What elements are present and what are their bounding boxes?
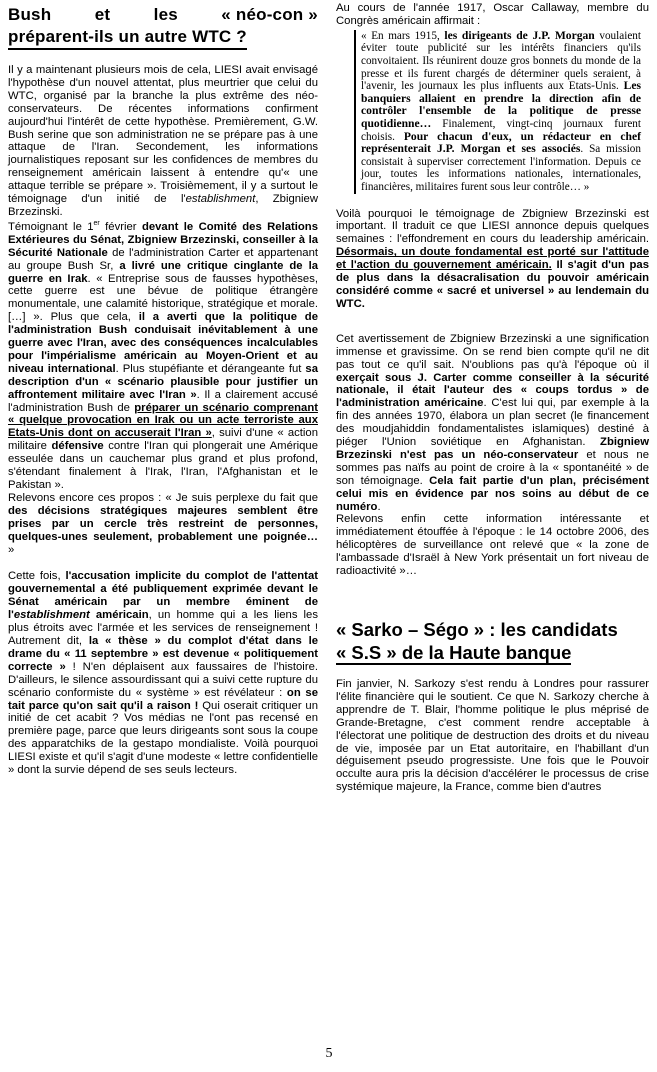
heading-line-2 (336, 641, 649, 664)
text: . Il a clairement accusé l'administration Bush de (8, 388, 318, 414)
superscript: er (93, 220, 100, 228)
title-word: Bush (8, 5, 52, 24)
text: ! N'en déplaisent aux faussaires de l'histoire. D'ailleurs, le silence assourdissant qui a suivi cette rupture du scénario conformiste du « système » est révélateur : (8, 660, 318, 699)
article-title (8, 4, 318, 50)
text: Il y a maintenant plusieurs mois de cela, LIESI avait envisagé l'hypothèse d'un nouvel attentat, plus meurtrier que celui du WTC, organisé par la branche la plus extrême des néo-conservateurs. De récentes informations confirment aujourd'hui l'intérêt de cette hypothèse. Premièrement, G.W. Bush serine que son administration ne se prépare pas à une attaque de l'Iran. Secondement, les informations journalistiques reposant sur les confidences de membres du renseignement américain laissent à entendre qu'« une attaque terrible se prépare ». Troisièmement, il y a surtout le témoignage d'un initié de l' (8, 64, 318, 206)
left-column (8, 0, 318, 777)
paragraph (336, 2, 649, 28)
text: février (99, 220, 142, 233)
text-bold: Les banquiers allaient en prendre la direction afin de contrôler l'ensemble de la politique de presse quotidienne… (361, 79, 641, 130)
text-bold-underlined: Désormais, un doute fondamental est porté sur l'attitude et l'action du gouvernement américain. (336, 246, 649, 272)
text: Fin janvier, N. Sarkozy s'est rendu à Londres pour rassurer l'élite financière qui le soutient. Ce que N. Sarkozy cherche à apprendre de T. Blair, l'homme politique le plus méprisé de Grande-Bretagne, c'est comment rendre acceptable à l'électorat une politique de destruction des droits et du niveau de vie, imposée par un Etat autoritaire, en l'habillant d'un déguisement pseudo progressiste. Une fois que le Pouvoir occulte aura pris la décision d'accélérer le processus de crise systémique majeure, la France, comme bien d'autres (336, 678, 649, 794)
text: . Plus stupéfiante et dérangeante fut (115, 362, 306, 375)
text-bold: sa description d'un « scénario plausible pour justifier un affrontement militaire avec l'Iran » (8, 362, 318, 401)
text-bold: on se tait parce qu'on sait qu'il a raison ! (8, 686, 318, 712)
text: Qui oserait critiquer un initié de cet acabit ? Vos médias ne l'ont pas recensé en première page, parce que leurs dirigeants sont sous la coupe des apparatchiks de la gestapo mondialiste. Voilà pourquoi LIESI existe et qu'il s'agit d'une modeste « lettre confidentielle » dont la survie dépend de ses seuls lecteurs. (8, 699, 318, 777)
title-word: « néo-con » (221, 5, 318, 24)
text: Au cours de l'année 1917, Oscar Callaway, membre du Congrès américain affirmait : (336, 2, 649, 27)
text: et nous ne sommes pas naïfs au point de croire à la « spontanéité » de son témoignage. (336, 448, 649, 487)
text: Cet avertissement de Zbigniew Brzezinski a une signification immense et gravissime. On se rend bien compte qu'il ne dit pas tout ce qu'il sait. N'oublions pas qu'à l'époque où il (336, 332, 649, 371)
paragraph (8, 570, 318, 777)
title-word: et (94, 5, 111, 24)
text-bold: la « thèse » du complot d'état dans le drame du « 11 septembre » est devenue « politiquement correcte » (8, 634, 318, 673)
text-bold-underlined: préparer un scénario comprenant « quelque provocation en Irak ou un acte terroriste aux Etats-Unis dont on accuserait l'Iran » (8, 401, 318, 440)
text: voulaient éviter toute publicité sur les intérêts financiers qu'ils convoitaient. Ils réunirent douze gros bonnets du monde de la presse et ils furent chargés de déterminer quels seraient, à l'avenir, les journaux les plus influents aux Etats-Unis. (361, 29, 641, 93)
text-bold-italic: establishment (13, 609, 90, 622)
text: contre l'Iran qui plongerait une Amérique esseulée dans un cauchemar plus grand et plus profond, s'étendant finalement à l'Irak, l'Iran, l'Afghanistan et le Pakistan ». (8, 440, 318, 491)
text-bold: Zbigniew Brzezinski n'est pas un néo-conservateur (336, 436, 649, 461)
paragraph (336, 333, 649, 514)
title-word: les (153, 5, 178, 24)
text-italic: establishment (185, 193, 256, 206)
heading-underlined: « S.S » de la Haute banque (336, 642, 572, 663)
paragraph (8, 221, 318, 492)
paragraph (336, 678, 649, 794)
text-bold: les dirigeants de J.P. Morgan (444, 28, 595, 42)
text: . « Entreprise sous de fausses hypothèses, cette guerre est une bévue de politique étrangère monumentale, une calamité historique, stratégique et morale. […] ». Plus que cela, (8, 272, 318, 324)
title-line-2 (8, 26, 318, 50)
text-bold: Pour chacun d'eux, un rédacteur en chef représenterait J.P. Morgan et ses associés (361, 129, 642, 156)
text: , Zbigniew Brzezinski. (8, 193, 318, 218)
text: » (8, 543, 15, 556)
text-bold: l'accusation implicite du complot de l'attentat gouvernemental a été publiquement exprimée devant le Sénat américain par un membre éminent de l' (8, 570, 318, 622)
paragraph (8, 492, 318, 557)
text-bold: il a averti que la politique de l'administration Bush conduisait inévitablement à une guerre avec l'Iran, avec des conséquences incalculables pour l'impérialisme américain au Moyen-Orient et au niveau international (8, 311, 318, 375)
text-bold: devant le Comité des Relations Extérieures du Sénat, Zbigniew Brzezinski, conseiller à la Sécurité Nationale (8, 220, 318, 259)
text: Témoignant le 1 (8, 220, 94, 233)
right-column (336, 0, 649, 794)
text: Finalement, vingt-cinq journaux furent choisis. (361, 117, 641, 143)
quotation-block (354, 30, 641, 194)
text: « En mars 1915, (361, 29, 445, 42)
text: , suivi d'une « action militaire (8, 427, 318, 453)
text-bold: Il s'agit d'un pas de plus dans la désacralisation du pouvoir américain considéré comme « sacré et universel » au lendemain du WTC. (336, 259, 649, 310)
text: de l'administration Carter et appartenant au groupe Bush Sr, (8, 246, 318, 272)
text-bold: a livré une critique cinglante de la guerre en Irak (8, 259, 318, 285)
heading-line-1: « Sarko – Ségo » : les candidats (336, 619, 618, 640)
text: . (377, 500, 381, 513)
paragraph (336, 513, 649, 578)
text-bold: des décisions stratégiques majeures semblent être prises par un cercle très restreint de personnes, quelques-unes seulement, probablement une poignée… (8, 504, 318, 543)
text: , un homme qui a les liens les plus étroits avec l'armée et les services de renseignement ! Autrement dit, (8, 609, 318, 647)
text-bold: exerçait sous J. Carter comme conseiller à la sécurité nationale, il était l'auteur des « coups tordus » de l'administration américaine (336, 371, 649, 410)
text: Voilà pourquoi le témoignage de Zbigniew Brzezinski est important. Il traduit ce que LIESI annonce depuis quelques semaines : l'effondrement en cours du leadership américain. (336, 207, 649, 246)
paragraph (336, 208, 649, 311)
paragraph (8, 64, 318, 219)
text: Relevons enfin cette information intéressante et immédiatement étouffée à l'époque : le 14 octobre 2006, des hélicoptères de surveillance ont relevé que « la zone de l'ambassade d'Israël à New York présentait un fort niveau de radioactivité »… (336, 513, 649, 578)
text: Cette fois, (8, 570, 66, 583)
title-line-1 (8, 4, 318, 26)
text-bold: américain (89, 609, 149, 622)
section-heading (336, 618, 649, 664)
text-bold: Cela fait partie d'un plan, précisément celui mis en évidence par nos soins au début de ce numéro (336, 474, 649, 513)
text: Relevons encore ces propos : « Je suis perplexe du fait que (8, 491, 318, 504)
title-underlined: préparent-ils un autre WTC ? (8, 26, 247, 50)
text: . Sa mission consistait à superviser correctement l'information. Depuis ce jour, toutes les informations nationales, internationales, financières, militaires furent sous leur contrôle… » (361, 143, 641, 193)
page-number: 5 (325, 1046, 333, 1061)
text: . C'est lui qui, par exemple à la fin des années 1970, élabora un plan secret (le financement des moudjahiddin fondamentalistes islamiques) destiné à piéger l'Union soviétique en Afghanistan. (336, 397, 649, 449)
text-bold: défensive (51, 440, 104, 453)
